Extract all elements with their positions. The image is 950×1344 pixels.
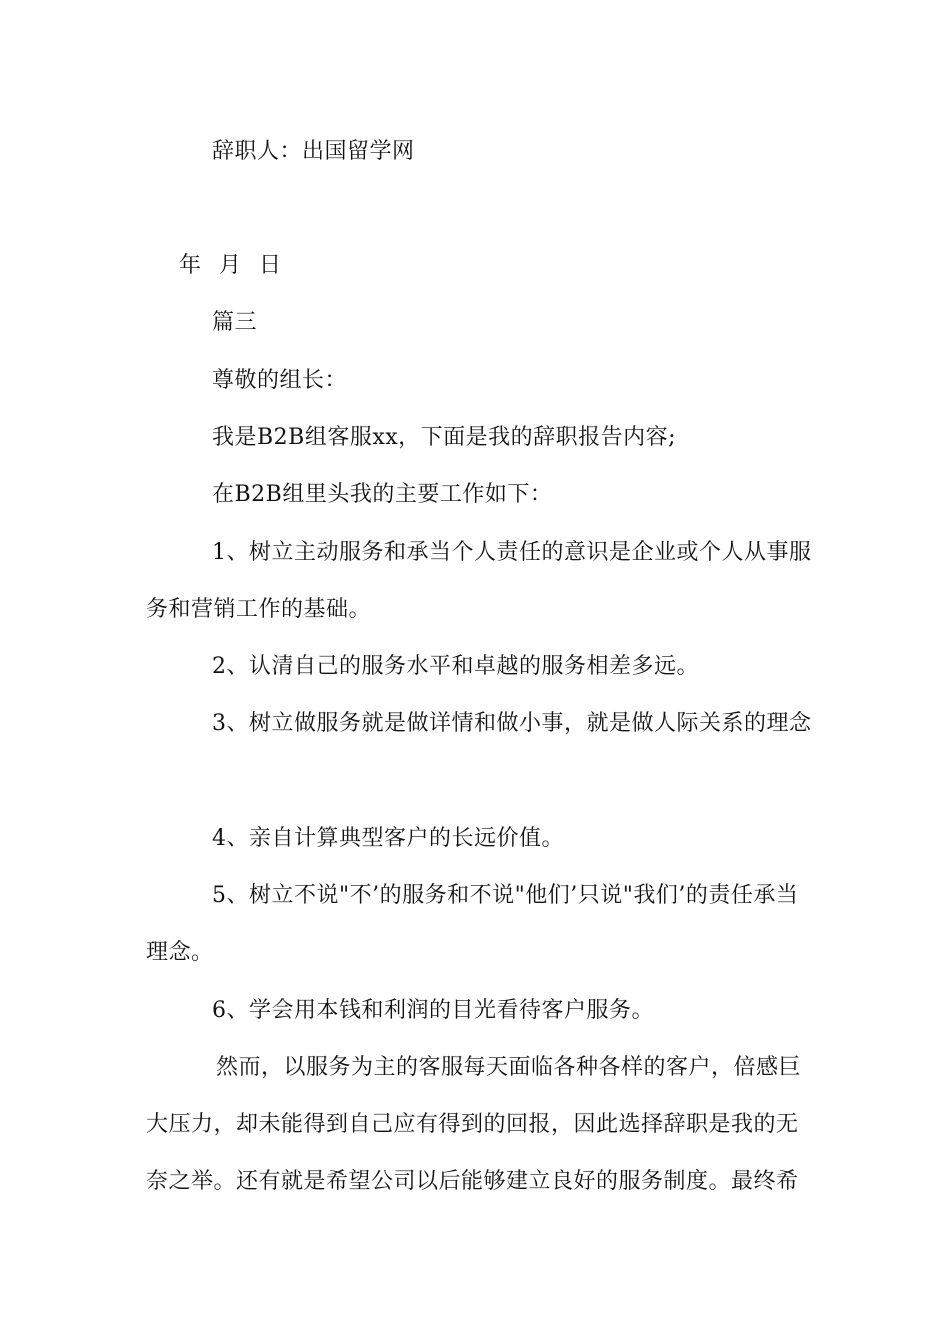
intro-paragraph: 我是B2B组客服xx，下面是我的辞职报告内容; (212, 425, 677, 450)
list-item-2: 2、认清自己的服务水平和卓越的服务相差多远。 (212, 654, 699, 679)
list-item-6: 6、学会用本钱和利润的目光看待客户服务。 (212, 998, 654, 1023)
closing-paragraph-line-2: 大压力，却未能得到自己应有得到的回报，因此选择辞职是我的无 (146, 1112, 799, 1137)
list-item-4: 4、亲自计算典型客户的长远价值。 (212, 826, 564, 851)
work-heading: 在B2B组里头我的主要工作如下： (212, 482, 553, 507)
date-line: 年 月 日 (179, 253, 282, 278)
salutation: 尊敬的组长： (212, 368, 348, 393)
closing-paragraph-line-3: 奈之举。还有就是希望公司以后能够建立良好的服务制度。最终希 (146, 1169, 799, 1194)
list-item-3: 3、树立做服务就是做详情和做小事，就是做人际关系的理念 (212, 711, 812, 736)
list-item-1-line-2: 务和营销工作的基础。 (146, 597, 372, 622)
signature-line: 辞职人：出国留学网 (212, 139, 415, 164)
section-title: 篇三 (212, 310, 258, 335)
closing-paragraph-line-1: 然而，以服务为主的客服每天面临各种各样的客户，倍感巨 (216, 1055, 802, 1080)
list-item-1-line-1: 1、树立主动服务和承当个人责任的意识是企业或个人从事服 (212, 540, 812, 565)
list-item-5-line-1: 5、树立不说"不’的服务和不说"他们’只说"我们’的责任承当 (212, 883, 799, 908)
list-item-5-line-2: 理念。 (146, 940, 214, 965)
